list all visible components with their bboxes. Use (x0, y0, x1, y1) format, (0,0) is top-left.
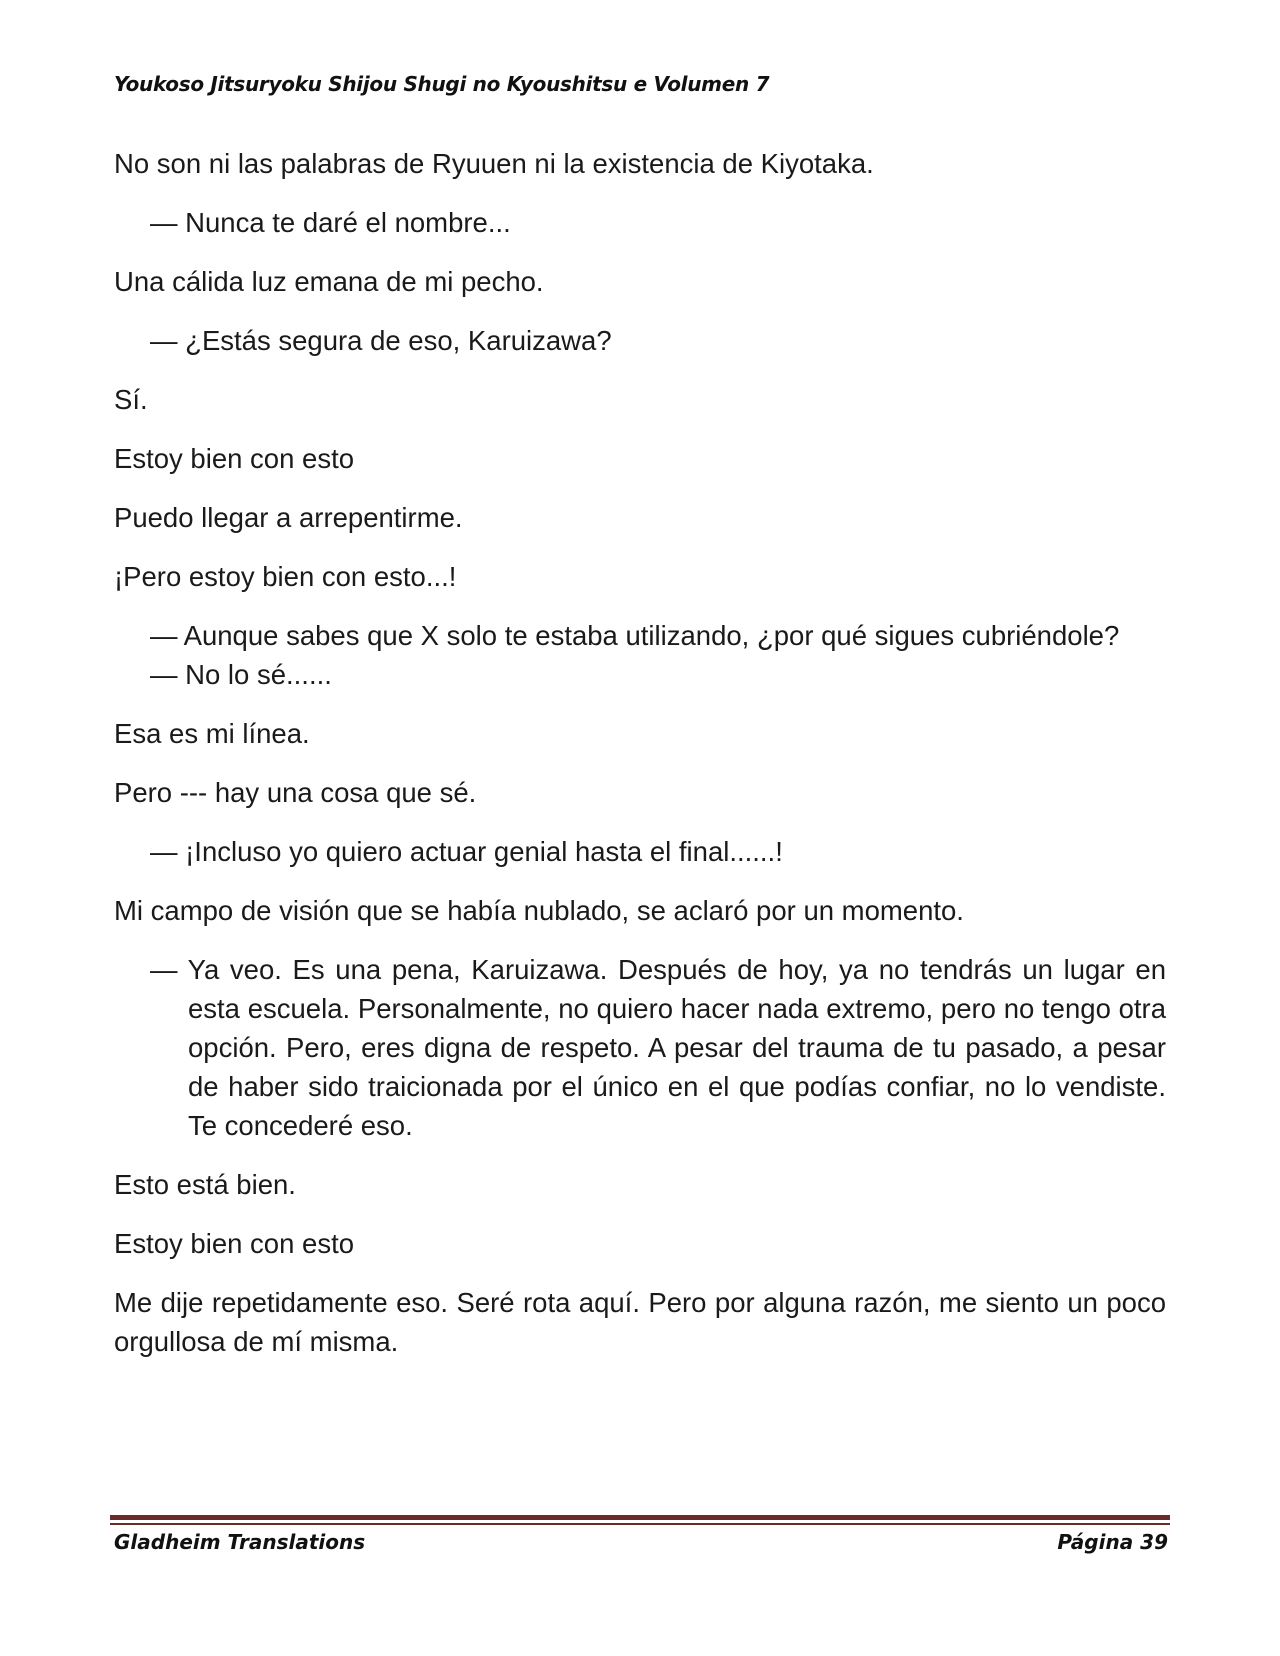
paragraph: No son ni las palabras de Ryuuen ni la existencia de Kiyotaka. (114, 148, 874, 179)
paragraph: Puedo llegar a arrepentirme. (114, 502, 463, 533)
paragraph: Mi campo de visión que se había nublado, se aclaró por un momento. (114, 895, 964, 926)
page-number: Página 39 (1057, 1530, 1168, 1554)
dialogue-line: — ¡Incluso yo quiero actuar genial hasta el final......! (150, 836, 783, 867)
paragraph: Me dije repetidamente eso. Seré rota aquí. Pero por alguna razón, me siento un poco orgullosa de mí misma. (114, 1287, 1166, 1357)
dialogue-line: — Nunca te daré el nombre... (150, 207, 511, 238)
paragraph: Esa es mi línea. (114, 718, 310, 749)
footer-publisher: Gladheim Translations (114, 1530, 366, 1554)
paragraph: Una cálida luz emana de mi pecho. (114, 266, 544, 297)
footer-rule-thin (110, 1523, 1170, 1525)
paragraph: Estoy bien con esto (114, 1228, 355, 1259)
header-title: Youkoso Jitsuryoku Shijou Shugi no Kyoushitsu e Volumen 7 (114, 72, 770, 96)
dialogue-line: — No lo sé...... (150, 659, 332, 690)
paragraph: Sí. (114, 384, 148, 415)
paragraph: Esto está bien. (114, 1169, 296, 1200)
dialogue-line: — ¿Estás segura de eso, Karuizawa? (150, 325, 612, 356)
paragraph: Pero --- hay una cosa que sé. (114, 777, 477, 808)
footer-rule (110, 1515, 1170, 1520)
dialogue-line: — Aunque sabes que X solo te estaba utilizando, ¿por qué sigues cubriéndole? (150, 620, 1120, 651)
dialogue-line: — Ya veo. Es una pena, Karuizawa. Después de hoy, ya no tendrás un lugar en esta escuela. Personalmente, no quiero hacer nada extremo, pero no tengo otra opción. Pero, eres digna de respeto. A pesar del trauma de tu pasado, a pesar de haber sido traicionada por el único en el que podías confiar, no lo vendiste. Te concederé eso. (150, 954, 1166, 1141)
paragraph: Estoy bien con esto (114, 443, 355, 474)
document-body (114, 144, 1166, 1381)
paragraph: ¡Pero estoy bien con esto...! (114, 561, 457, 592)
